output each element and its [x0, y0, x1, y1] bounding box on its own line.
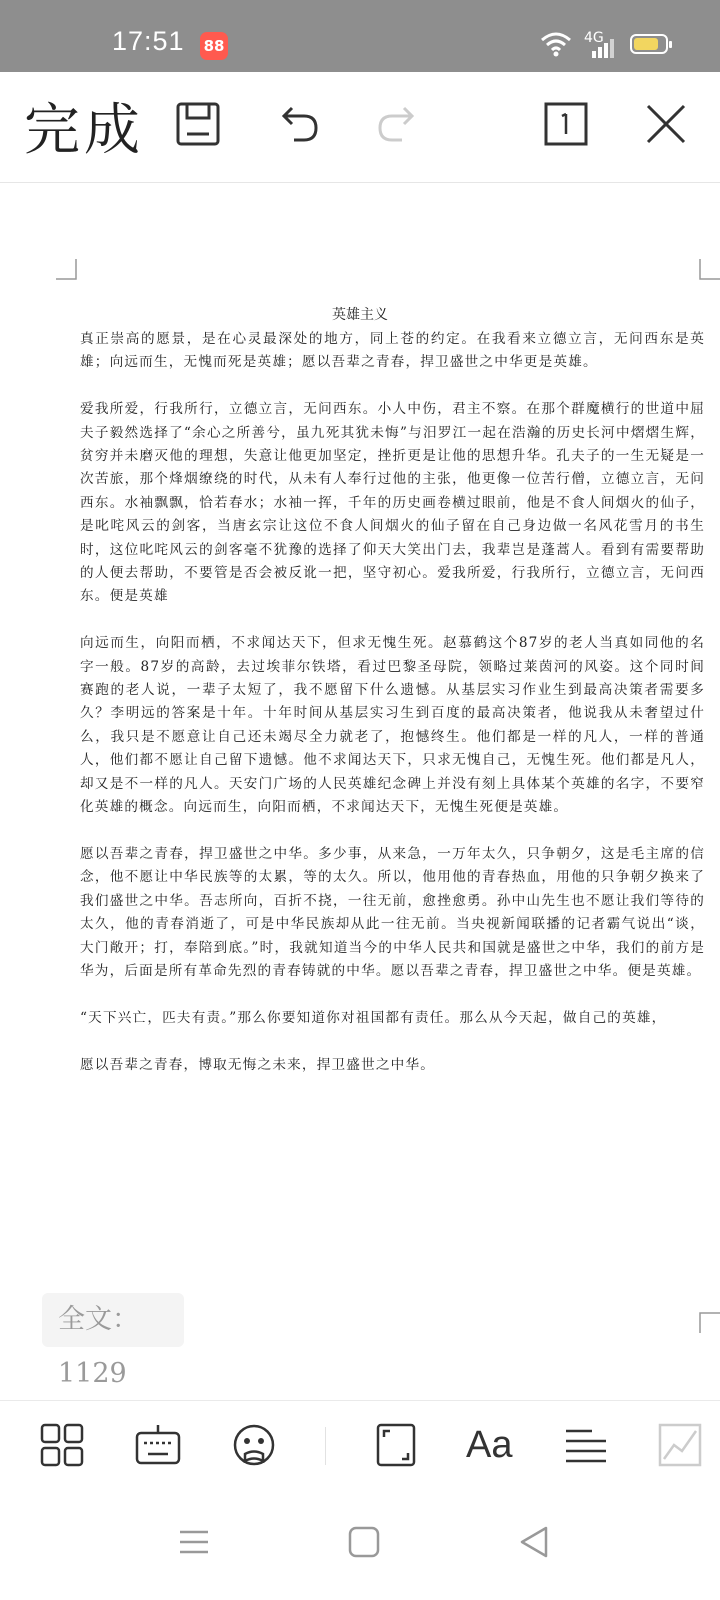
document-paragraph: 愿以吾辈之青春，捍卫盛世之中华。多少事，从来急，一万年太久，只争朝夕，这是毛主席的信念，他不愿让中华民族等的太累，等的太久。所以，他用他的青春热血，用他的只争朝夕换来了我们盛世之中华。吾志所向，百折不挠，一往无前，愈挫愈勇。孙中山先生也不愿让我们等待的太久，他的青春消逝了，可是中华民族却从此一往无前。当央视新闻联播的记者霸气说出“谈，大门敞开；打，奉陪到底。”时，我就知道当今的中华人民共和国就是盛世之中华，我们的前方是华为，后面是所有革命先烈的青春铸就的中华。愿以吾辈之青春，捍卫盛世之中华。便是英雄。: [80, 845, 705, 979]
bottom-toolbar: [0, 1400, 720, 1487]
wifi-icon: [540, 30, 572, 58]
align-icon[interactable]: [562, 1421, 610, 1469]
battery-icon: [630, 34, 668, 54]
document-page[interactable]: [0, 183, 720, 1400]
done-button[interactable]: 完成: [24, 98, 144, 163]
editor-toolbar: [0, 72, 720, 183]
page-view-icon[interactable]: [540, 98, 592, 150]
chart-icon[interactable]: [656, 1421, 704, 1469]
menu-icon[interactable]: [174, 1522, 214, 1562]
document-paragraph: “天下兴亡，匹夫有责。”那么你要知道你对祖国都有责任。那么从今天起，做自己的英雄，: [80, 1009, 667, 1026]
undo-icon[interactable]: [272, 98, 324, 150]
page-corner-marker: [56, 259, 78, 281]
signal-icon: [592, 38, 616, 58]
document-title: 英雄主义: [332, 307, 388, 323]
network-label: 4G: [584, 30, 604, 46]
fullscreen-icon[interactable]: [372, 1421, 420, 1469]
home-icon[interactable]: [344, 1522, 384, 1562]
status-bar: [0, 0, 720, 72]
back-icon[interactable]: [514, 1522, 554, 1562]
system-nav-bar: [0, 1486, 720, 1600]
close-icon[interactable]: [640, 98, 692, 150]
grid-icon[interactable]: [38, 1421, 86, 1469]
document-paragraph: 爱我所爱，行我所行，立德立言，无问西东。小人中伤，君主不察。在那个群魔横行的世道中屈夫子毅然选择了“余心之所善兮，虽九死其犹未悔”与汨罗江一起在浩瀚的历史长河中熠熠生辉，贫穷并未磨灭他的理想，失意让他更加坚定，挫折更是让他的思想升华。孔夫子的一生无疑是一次苦旅，那个烽烟缭绕的时代，从未有人奉行过他的主张，他更像一位苦行僧，立德立言，无问西东。水袖飘飘，恰若春水；水袖一挥，千年的历史画卷横过眼前，他是不食人间烟火的仙子，是叱咤风云的剑客，当唐玄宗让这位不食人间烟火的仙子留在自己身边做一名风花雪月的书生时，这位叱咤风云的剑客毫不犹豫的选择了仰天大笑出门去，我辈岂是蓬蒿人。看到有需要帮助的人便去帮助，不要管是否会被反讹一把，坚守初心。爱我所爱，行我所行，立德立言，无问西东。便是英雄: [80, 401, 705, 605]
document-body[interactable]: [80, 328, 705, 1100]
page-corner-marker: [698, 259, 720, 281]
toolbar-divider: [325, 1427, 326, 1465]
emoji-icon[interactable]: [230, 1421, 278, 1469]
redo-icon[interactable]: [372, 98, 424, 150]
document-paragraph: 愿以吾辈之青春，博取无悔之未来，捍卫盛世之中华。: [80, 1056, 436, 1073]
document-paragraph: 向远而生，向阳而栖，不求闻达天下，但求无愧生死。赵慕鹤这个87岁的老人当真如同他的名字一般。87岁的高龄，去过埃菲尔铁塔，看过巴黎圣母院，领略过莱茵河的风姿。这个同时间赛跑的老人说，一辈子太短了，我不愿留下什么遗憾。从基层实习作业生到最高决策者需要多久？李明远的答案是十年。十年时间从基层实习生到百度的最高决策者，他说我从未奢望过什么，我只是不愿意让自己还未竭尽全力就老了，抱憾终生。他们都是一样的凡人，一样的普通人，他们都不愿让自己留下遗憾。他不求闻达天下，只求无愧自己，无愧生死。他们都是凡人，却又是不一样的凡人。天安门广场的人民英雄纪念碑上并没有刻上具体某个英雄的名字，不要窄化英雄的概念。向远而生，向阳而栖，不求闻达天下，无愧生死便是英雄。: [80, 635, 705, 816]
status-time: 17:51: [112, 26, 185, 56]
page-corner-marker: [698, 1311, 720, 1333]
app-badge-icon: 88: [200, 32, 228, 60]
document-paragraph: 真正崇高的愿景，是在心灵最深处的地方，同上苍的约定。在我看来立德立言，无问西东是英雄；向远而生，无愧而死是英雄；愿以吾辈之青春，捍卫盛世之中华更是英雄。: [80, 331, 705, 371]
word-count: 全文：1129: [42, 1293, 184, 1347]
save-icon[interactable]: [172, 98, 224, 150]
keyboard-icon[interactable]: [134, 1421, 182, 1469]
font-icon[interactable]: Aa: [466, 1424, 513, 1466]
